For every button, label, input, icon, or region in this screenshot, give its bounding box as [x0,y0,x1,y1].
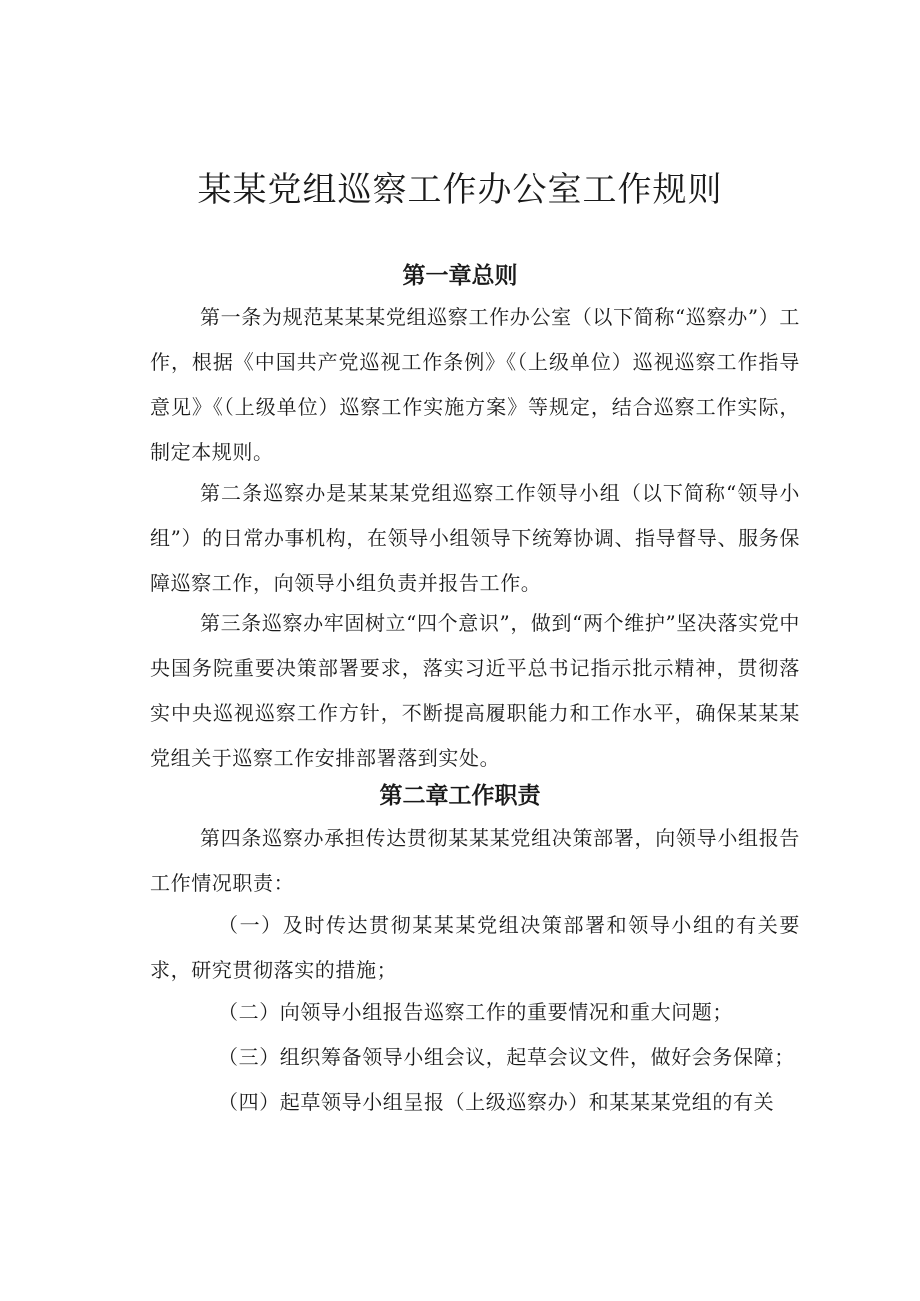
document-title: 某某党组巡察工作办公室工作规则 [197,170,723,210]
list-item-paragraph: （二）向领导小组报告巡察工作的重要情况和重大问题； [218,1000,733,1024]
list-item-paragraph: （四）起草领导小组呈报（上级巡察办）和某某某党组的有关 [218,1090,775,1114]
chapter-heading: 第一章总则 [402,263,518,289]
article-paragraph: 第二条巡察办是某某某党组巡察工作领导小组（以下简称“领导小组”）的日常办事机构，在领导小组领导下统筹协调、指导督导、服务保障巡察工作，向领导小组负责并报告工作。 [150,481,800,595]
article-paragraph: 第一条为规范某某某党组巡察工作办公室（以下简称“巡察办”）工作，根据《中国共产党巡视工作条例》《（上级单位）巡视巡察工作指导意见》《（上级单位）巡察工作实施方案》等规定，结合巡察工作实际，制定本规则。 [150,305,800,464]
list-item-paragraph: （一）及时传达贯彻某某某党组决策部署和领导小组的有关要求，研究贯彻落实的措施； [150,913,800,982]
article-paragraph: 第三条巡察办牢固树立“四个意识”，做到“两个维护”坚决落实党中央国务院重要决策部署要求，落实习近平总书记指示批示精神，贯彻落实中央巡视巡察工作方针，不断提高履职能力和工作水平，确保某某某党组关于巡察工作安排部署落到实处。 [150,611,800,770]
article-paragraph: 第四条巡察办承担传达贯彻某某某党组决策部署，向领导小组报告工作情况职责： [150,826,800,895]
list-item-paragraph: （三）组织筹备领导小组会议，起草会议文件，做好会务保障； [218,1045,795,1069]
chapter-heading: 第二章工作职责 [379,783,541,809]
